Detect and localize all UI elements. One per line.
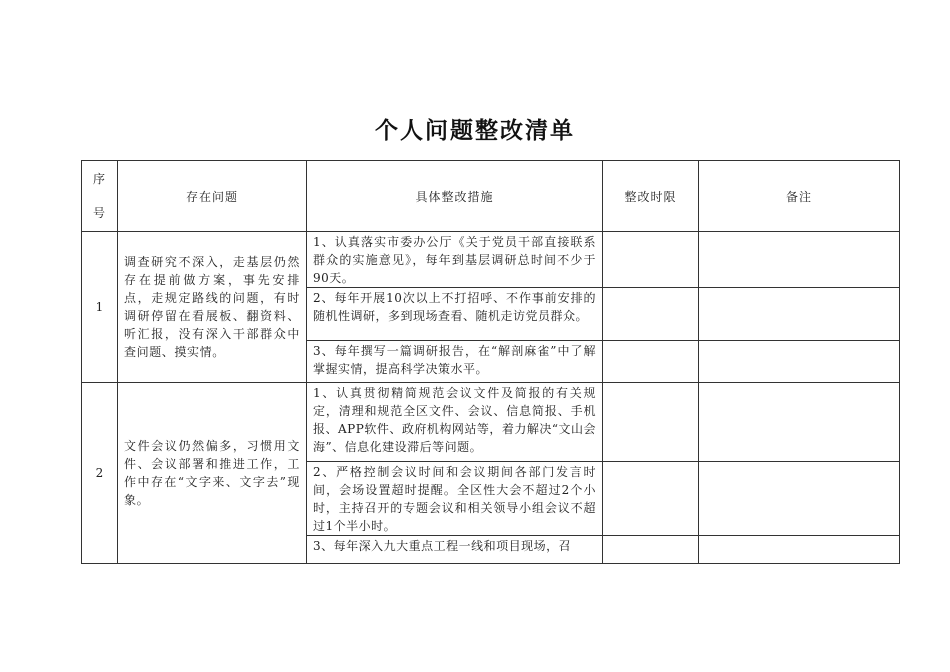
measure-cell: 2、每年开展10次以上不打招呼、不作事前安排的随机性调研，多到现场查看、随机走访党员群众。: [307, 288, 603, 341]
measure-cell: 3、每年撰写一篇调研报告，在“解剖麻雀”中了解掌握实情，提高科学决策水平。: [307, 341, 603, 383]
deadline-cell: [603, 232, 699, 288]
measure-cell: 2、严格控制会议时间和会议期间各部门发言时间，会场设置超时提醒。全区性大会不超过2个小时，主持召开的专题会议和相关领导小组会议不超过1个半小时。: [307, 462, 603, 536]
row-seq: 2: [82, 383, 118, 564]
row-problem: 调查研究不深入，走基层仍然存在提前做方案，事先安排点，走规定路线的问题，有时调研停留在看展板、翻资料、听汇报，没有深入干部群众中查问题、摸实情。: [118, 232, 307, 383]
page-title: 个人问题整改清单: [375, 117, 575, 144]
row-seq: 1: [82, 232, 118, 383]
remark-cell: [699, 232, 900, 288]
deadline-cell: [603, 536, 699, 564]
deadline-cell: [603, 341, 699, 383]
deadline-cell: [603, 383, 699, 462]
header-measures: 具体整改措施: [307, 161, 603, 232]
header-problem: 存在问题: [118, 161, 307, 232]
table-row: [82, 232, 900, 288]
table-header-row: [82, 161, 900, 232]
remark-cell: [699, 383, 900, 462]
remark-cell: [699, 341, 900, 383]
rectification-table: [81, 160, 900, 564]
row-problem: 文件会议仍然偏多，习惯用文件、会议部署和推进工作，工作中存在“文字来、文字去”现象。: [118, 383, 307, 564]
deadline-cell: [603, 462, 699, 536]
header-seq-line1: 序: [92, 172, 106, 186]
remark-cell: [699, 462, 900, 536]
table-row: [82, 383, 900, 462]
measure-cell: 1、认真贯彻精简规范会议文件及简报的有关规定，清理和规范全区文件、会议、信息简报、手机报、APP软件、政府机构网站等，着力解决“文山会海”、信息化建设滞后等问题。: [307, 383, 603, 462]
measure-cell: 1、认真落实市委办公厅《关于党员干部直接联系群众的实施意见》，每年到基层调研总时间不少于90天。: [307, 232, 603, 288]
measure-cell: 3、每年深入九大重点工程一线和项目现场，召: [307, 536, 603, 564]
header-deadline: 整改时限: [603, 161, 699, 232]
remark-cell: [699, 536, 900, 564]
header-seq-line2: 号: [92, 206, 106, 220]
header-remark: 备注: [699, 161, 900, 232]
header-seq: [82, 161, 118, 232]
deadline-cell: [603, 288, 699, 341]
remark-cell: [699, 288, 900, 341]
